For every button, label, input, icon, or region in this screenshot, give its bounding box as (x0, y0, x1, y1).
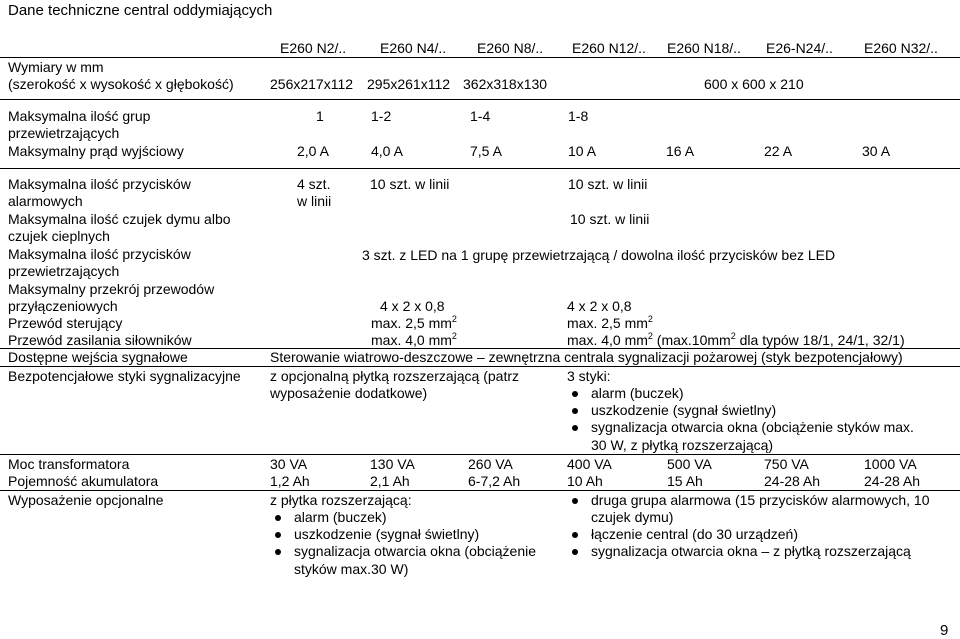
power-ah: 24-28 Ah (864, 473, 921, 489)
divider (0, 168, 960, 169)
wires-label: Przewód zasilania siłowników (8, 332, 192, 348)
power-ah: 2,1 Ah (370, 473, 410, 489)
current-value: 7,5 A (470, 143, 502, 159)
dimensions-value: 256x217x112 (270, 76, 354, 92)
power-va: 1000 VA (864, 456, 917, 472)
alarm-buttons-value: 4 szt. (297, 176, 331, 192)
alarm-buttons-value: w linii (297, 193, 332, 209)
power-ah: 1,2 Ah (270, 473, 310, 489)
wires-value: 4 x 2 x 0,8 (567, 298, 632, 314)
list-item: łączenie central (do 30 urządzeń) (569, 526, 911, 543)
list-item: sygnalizacja otwarcia okna – z płytką rozszerzającą (569, 543, 911, 560)
power-label: Pojemność akumulatora (8, 473, 159, 489)
page-title: Dane techniczne central oddymiających (8, 2, 273, 19)
wires-value: 4 x 2 x 0,8 (380, 298, 445, 314)
groups-value: 1-2 (371, 108, 392, 124)
power-ah: 10 Ah (567, 473, 603, 489)
contacts-list (569, 385, 914, 436)
alarm-buttons-label: alarmowych (8, 193, 83, 209)
power-va: 260 VA (468, 456, 513, 472)
divider (0, 366, 960, 367)
alarm-buttons-value: 10 szt. w linii (370, 176, 450, 192)
list-item: sygnalizacja otwarcia okna (obciążenie styków max. (569, 419, 914, 436)
model-header-5: E260 N18/.. (667, 40, 741, 56)
dimensions-label: Wymiary w mm (8, 59, 104, 75)
options-label: Wyposażenie opcjonalne (8, 492, 164, 508)
groups-label: Maksymalna ilość grup (8, 108, 151, 124)
current-label: Maksymalny prąd wyjściowy (8, 143, 184, 159)
vent-buttons-label: przewietrzających (8, 263, 120, 279)
wires-value: max. 4,0 $mm^2$ (371, 331, 457, 348)
wires-value: max. 4,0 $mm^2$ ($\max.10mm^2$ dla typów 18/1, 24/1, 32/1) (567, 331, 905, 348)
options-left-list (272, 509, 536, 560)
detectors-label: Maksymalna ilość czujek dymu albo (8, 211, 231, 227)
power-ah: 24-28 Ah (764, 473, 821, 489)
model-header-1: E260 N2/.. (280, 40, 347, 56)
dimensions-label: (szerokość x wysokość x głębokość) (8, 76, 234, 92)
power-ah: 15 Ah (667, 473, 703, 489)
alarm-buttons-label: Maksymalna ilość przycisków (8, 176, 191, 192)
options-right-list (569, 526, 911, 560)
wires-value: max. 2,5 $mm^2$ (371, 314, 457, 331)
current-value: 30 A (862, 143, 891, 159)
current-value: 4,0 A (371, 143, 403, 159)
current-value: 2,0 A (297, 143, 329, 159)
page-number: 9 (940, 622, 949, 639)
contacts-tail: 30 W, z płytką rozszerzającą) (591, 437, 774, 453)
power-ah: 6-7,2 Ah (468, 473, 521, 489)
dimensions-value: 600 x 600 x 210 (704, 76, 804, 92)
options-left-head: z płytka rozszerzającą: (270, 492, 412, 508)
contacts-left: z opcjonalną płytką rozszerzającą (patrz (270, 368, 520, 384)
model-header-6: E26-N24/.. (766, 40, 833, 56)
power-va: 400 VA (567, 456, 612, 472)
options-right-item1-line2: czujek dymu) (591, 509, 674, 525)
contacts-head: 3 styki: (567, 368, 611, 384)
dimensions-value: 295x261x112 (367, 76, 451, 92)
current-value: 16 A (666, 143, 695, 159)
list-item: alarm (buczek) (272, 509, 536, 526)
power-va: 500 VA (667, 456, 712, 472)
power-va: 130 VA (370, 456, 415, 472)
detectors-label: czujek cieplnych (8, 228, 110, 244)
dimensions-value: 362x318x130 (463, 76, 548, 92)
list-item: alarm (buczek) (569, 385, 914, 402)
divider (0, 99, 960, 100)
groups-label: przewietrzających (8, 125, 120, 141)
power-va: 30 VA (270, 456, 308, 472)
options-left-tail: styków max.30 W) (294, 561, 409, 577)
list-item: uszkodzenie (sygnał świetlny) (272, 526, 536, 543)
model-header-2: E260 N4/.. (380, 40, 447, 56)
vent-buttons-label: Maksymalna ilość przycisków (8, 246, 191, 262)
power-va: 750 VA (764, 456, 809, 472)
model-header-4: E260 N12/.. (572, 40, 646, 56)
inputs-label: Dostępne wejścia sygnałowe (8, 349, 188, 365)
detectors-value: 10 szt. w linii (570, 211, 650, 227)
current-value: 22 A (764, 143, 793, 159)
wires-value: max. 2,5 $mm^2$ (567, 314, 653, 331)
power-label: Moc transformatora (8, 456, 130, 472)
wires-label: Przewód sterujący (8, 315, 123, 331)
contacts-left: wyposażenie dodatkowe) (270, 385, 428, 401)
divider (0, 454, 960, 455)
alarm-buttons-value: 10 szt. w linii (568, 176, 648, 192)
list-item: druga grupa alarmowa (15 przycisków alarmowych, 10 (569, 492, 929, 509)
groups-value: 1-8 (568, 108, 589, 124)
wires-label: przyłączeniowych (8, 298, 118, 314)
groups-value: 1-4 (470, 108, 491, 124)
wires-label: Maksymalny przekrój przewodów (8, 281, 215, 297)
divider (0, 57, 960, 58)
groups-value: 1 (316, 108, 324, 124)
model-header-3: E260 N8/.. (477, 40, 544, 56)
list-item: uszkodzenie (sygnał świetlny) (569, 402, 914, 419)
vent-buttons-value: 3 szt. z LED na 1 grupę przewietrzającą / dowolna ilość przycisków bez LED (362, 247, 836, 263)
list-item: sygnalizacja otwarcia okna (obciążenie (272, 543, 536, 560)
inputs-value: Sterowanie wiatrowo-deszczowe – zewnętrzna centrala sygnalizacji pożarowej (styk bezpotencjałowy) (270, 349, 903, 365)
contacts-label: Bezpotencjałowe styki sygnalizacyjne (8, 368, 241, 384)
model-header-7: E260 N32/.. (864, 40, 938, 56)
current-value: 10 A (568, 143, 597, 159)
options-right-list (569, 492, 929, 509)
divider (0, 490, 960, 491)
